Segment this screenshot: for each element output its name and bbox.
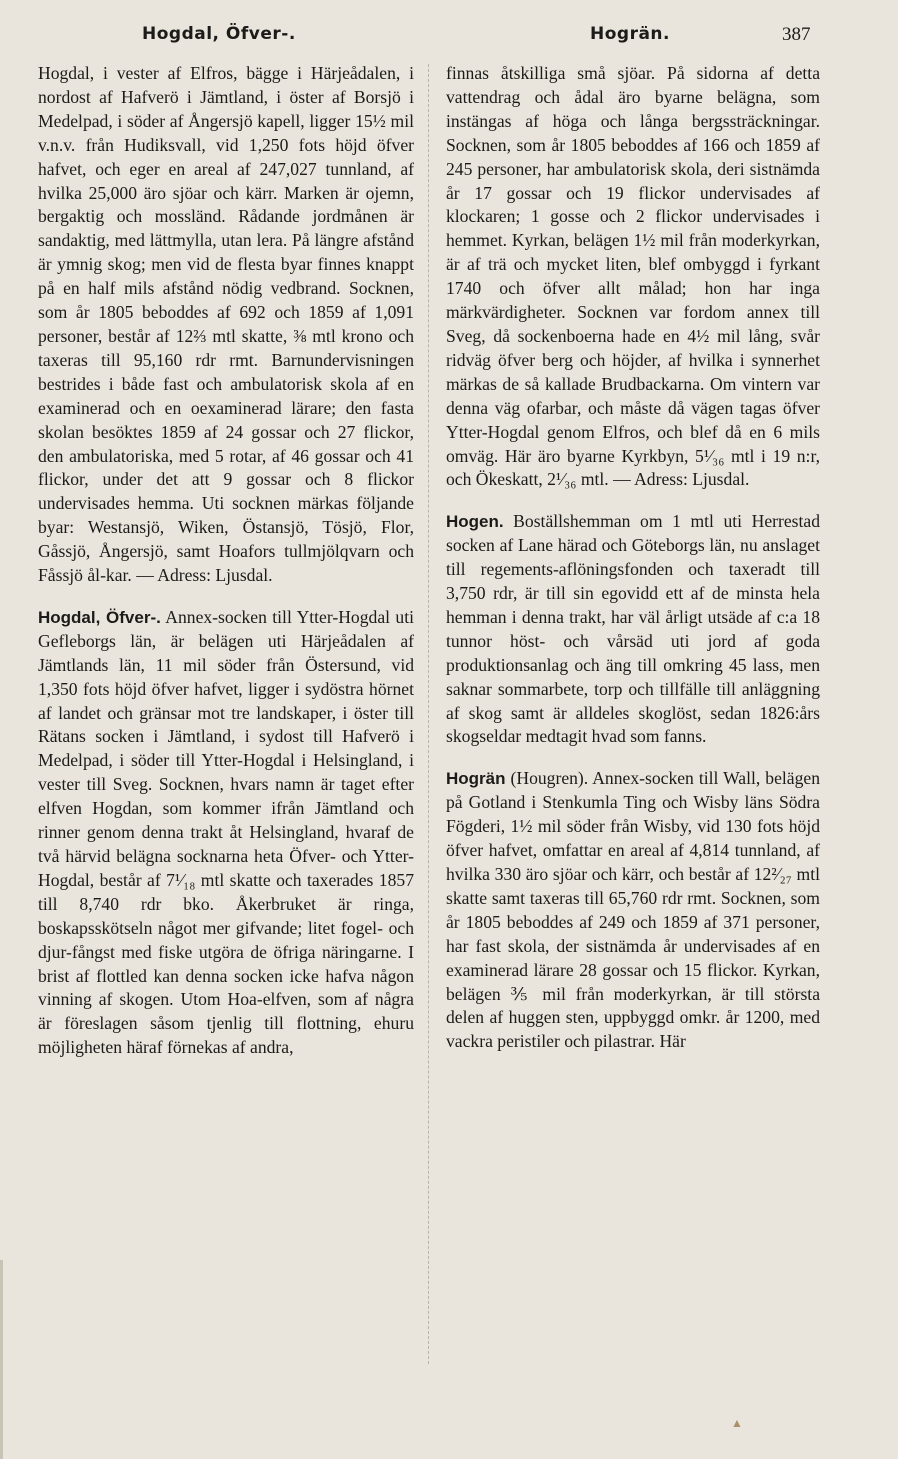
page-number: 387 <box>782 24 811 45</box>
entry-hogen <box>446 510 820 749</box>
entry-body-hogdal-ofver: Annex-socken till Ytter-Hogdal uti Gefleborgs län, är belägen uti Härjeådalen af Jämtlands län, 11 mil söder från Östersund, vid 1,350 fots höjd öfver hafvet, ligger i sydöstra hörnet af landet och gränsar mot tre landskaper, i öster till Rätans socken i Jämtland, i sydost till Hafverö i Medelpad, i söder till Ytter-Hogdal i Helsingland, i vester till Sveg. Socknen, hvars namn är taget efter elfven Hogdan, som kommer ifrån Jämtland och rinner genom denna trakt åt Helsingland, hvaraf de två härvid belägna socknarna heta Öfver- och Ytter-Hogdal, består af 7¹⁄₁₈ mtl skatte och taxerades 1857 till 8,740 rdr bko. Åkerbruket är ringa, boskapsskötseln något mer gifvande; litet fogel- och djur-fångst med fiske utgöra de öfriga näringarne. I brist af flottled kan denna socken icke hafva någon vinning af skogen. Utom Hoa-elfven, som af några är föreslagen såsom tjenlig till flottning, ehuru möjligheten häraf förnekas af andra, <box>38 606 414 1058</box>
right-column <box>446 62 820 1054</box>
print-mark: ▲ <box>731 1416 743 1430</box>
headword-hogdal-ofver: Hogdal, Öfver-. <box>38 607 161 627</box>
hogdal-continuation-paragraph: Hogdal, i vester af Elfros, bägge i Härjeådalen, i nordost af Hafverö i Jämtland, i öster af Borsjö i Medelpad, i söder af Ångersjö kapell, ligger 15½ mil v.n.v. från Hudiksvall, vid 1,250 fots höjd öfver hafvet, och eger en areal af 247,027 tunnland, af hvilka 25,000 äro sjöar och kärr. Marken är ojemn, bergaktig och mossländ. Rådande jordmånen är sandaktig, med lättmylla, utan lera. På längre afstånd är ymnig skog; men vid de flesta byar finnes knappt på en half mils afstånd nödig vedbrand. Socknen, som år 1805 beboddes af 692 och 1859 af 1,091 personer, består af 12⅔ mtl skatte, ⅜ mtl krono och taxeras till 95,160 rdr rmt. Barnundervisningen bestrides i både fast och ambulatorisk skola af en examinerad och en oexaminerad lärare; den fasta skolan besöktes 1859 af 24 gossar och 27 flickor, den ambulatoriska, med 5 rotar, af 46 gossar och 41 flickor, under det att 9 gossar och 8 flickor undervisades hemma. Uti socknen märkas följande byar: Westansjö, Wiken, Östansjö, Tösjö, Flor, Gåssjö, Ångersjö, samt Hoafors tullmjölqvarn och Fåssjö ål-kar. — Adress: Ljusdal. <box>38 63 414 586</box>
header-left-title: Hogdal, Öfver-. <box>142 24 296 44</box>
running-header <box>0 24 898 54</box>
entry-hogran <box>446 767 820 1054</box>
column-divider <box>428 64 430 1364</box>
hogdal-ofver-continuation-paragraph: finnas åtskilliga små sjöar. På sidorna af detta vattendrag och ådal äro byarne belägna, som instängas af höga och långa bergssträckningar. Socknen, som år 1805 beboddes af 166 och 1859 af 245 personer, har ambulatorisk skola, deri sistnämda år 17 gossar och 19 flickor undervisades af klockaren; 1 gosse och 2 flickor undervisades i hemmet. Kyrkan, belägen 1½ mil från moderkyrkan, är af trä och mycket liten, blef ombyggd i fyrkant 1740 och öfver allt målad; hon har inga märkvärdigheter. Socknen var fordom annex till Sveg, då sockenboerna hade en 4½ mil lång, svår ridväg öfver berg och höjder, af hvilka i synnerhet märkas de så kallade Brudbackarna. Om vintern var denna väg ofarbar, och måste då vägen tagas öfver Ytter-Hogdal genom Elfros, och blef då en 6 mils omväg. Här äro byarne Kyrkbyn, 5¹⁄₃₆ mtl i 19 n:r, och Ökeskatt, 2¹⁄₃₆ mtl. — Adress: Ljusdal. <box>446 63 820 490</box>
entry-body-hogran: (Hougren). Annex-socken till Wall, belägen på Gotland i Stenkumla Ting och Wisby läns Södra Fögderi, 1½ mil söder från Wisby, vid 130 fots höjd öfver hafvet, omfattar en areal af 4,814 tunnland, af hvilka 330 äro sjöar och kärr, och består af 12²⁄₂₇ mtl skatte samt taxeras till 65,760 rdr rmt. Socknen, som år 1805 beboddes af 249 och 1859 af 371 personer, har fast skola, der sistnämda år undervisades af en examinerad lärare 28 gossar och 15 flickor. Kyrkan, belägen ⅗ mil från moderkyrkan, är till största delen af huggen sten, uppbyggd omkr. år 1200, med vackra peristiler och pilastrar. Här <box>446 768 820 1052</box>
entry-body-hogen: Boställshemman om 1 mtl uti Herrestad socken af Lane härad och Göteborgs län, nu anslaget till regements-aflöningsfonden och taxeradt till 3,750 rdr, är till sin egovidd ett af de minsta hela hemman i denna trakt, har väl årligt utsäde af c:a 18 tunnor höst- och vårsäd uti jord af goda produktionsanlag och äng till omkring 45 lass, men saknar sommarbete, torp och tillfälle till anläggning af skog samt är alldeles skoglöst, sedan 1826:års skogseldar medtagit hvad som fanns. <box>446 511 820 747</box>
entry-hogdal-ofver <box>38 606 414 1060</box>
header-right-title: Hogrän. <box>590 24 670 44</box>
left-column <box>38 62 414 1060</box>
headword-hogen: Hogen. <box>446 512 504 532</box>
headword-hogran: Hogrän <box>446 769 506 789</box>
page-edge-shadow <box>0 1260 3 1459</box>
